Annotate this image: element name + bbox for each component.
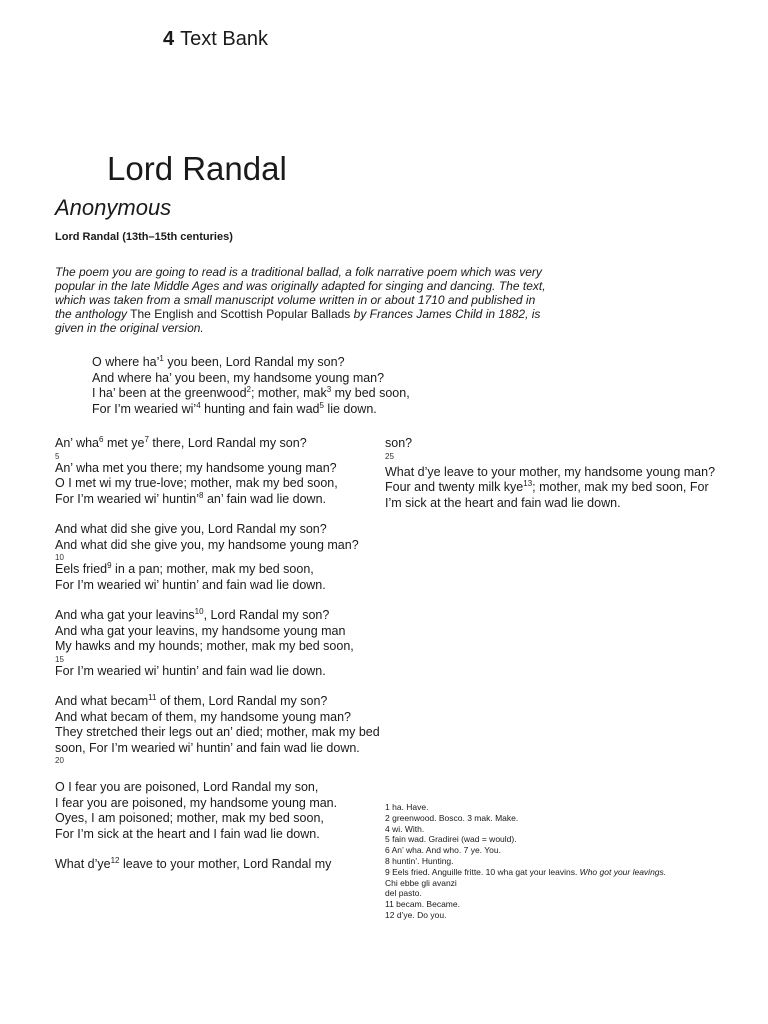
- footnote: 4 wi. With.: [385, 823, 425, 834]
- footnote-marker: 13: [523, 478, 533, 488]
- poem-line: What $d’ye^{12}$ leave to your mother, Lord Randal my: [55, 855, 332, 871]
- footnote-marker: 2: [246, 384, 251, 394]
- footnote-marker: 12: [110, 855, 120, 865]
- footnote: 9 Eels fried. Anguille fritte. 10 wha gat your leavins. Who got your leavings.: [385, 866, 667, 877]
- poem-line: And what becam of them, my handsome young man?: [55, 709, 351, 724]
- footnote: 8 huntin’. Hunting.: [385, 855, 454, 866]
- stanza-1: [92, 355, 410, 417]
- footnote: 12 d’ye. Do you.: [385, 909, 447, 920]
- footnote: del pasto.: [385, 888, 422, 899]
- poem-line: What d’ye leave to your mother, my handsome young man? Four and twenty milk kye$^{13}$; mother, mak my bed soon, For I’m sick at the heart and fain wad lie down.: [385, 464, 716, 510]
- poem-subtitle: Lord Randal (13th–15th centuries): [55, 231, 233, 243]
- poem-line: An’ wha$^6$ met $ye^7$ there, Lord Randal my son?: [55, 434, 307, 450]
- footnote-marker: 3: [326, 384, 332, 394]
- intro-anthology: The English and Scottish Popular Ballads: [127, 307, 351, 321]
- line-number: 10: [55, 553, 64, 562]
- poem-line: They stretched their legs out an’ died; mother, mak my bed soon, For I’m wearied wi’ huntin’ and fain wad lie down.: [55, 725, 380, 755]
- footnote-marker: 9: [107, 560, 112, 570]
- line-number: 20: [55, 756, 64, 765]
- poem-left-column: [55, 436, 385, 873]
- poem-title: Lord Randal: [107, 150, 287, 187]
- footnote: 2 greenwood. Bosco. 3 mak. Make.: [385, 812, 519, 823]
- footnotes: [385, 802, 715, 921]
- footnote-marker: 10: [194, 606, 204, 616]
- poem-line: I fear you are poisoned, my handsome young man.: [55, 795, 338, 810]
- poem-line: An’ wha met you there; my handsome young man?: [55, 460, 337, 475]
- footnote-marker: 5: [319, 400, 324, 410]
- poem-line: For I’m wearied wi’$^4$ hunting and fain wad$^5$ lie down.: [92, 400, 377, 416]
- poem-line: Eels fried$^9$ in a pan; mother, mak my bed soon,: [55, 560, 314, 576]
- chapter-number: 4: [163, 28, 175, 50]
- poem-right-column: [385, 436, 720, 511]
- line-number: 15: [55, 654, 64, 664]
- chapter-header: [163, 28, 268, 51]
- poem-line: And what did she give you, Lord Randal my son?: [55, 522, 327, 536]
- chapter-label: Text Bank: [180, 28, 268, 50]
- footnote: 1 ha. Have.: [385, 802, 429, 812]
- footnote-marker: 11: [148, 692, 157, 702]
- footnote-marker: 1: [159, 353, 164, 363]
- poem-line: I ha’ been at the greenwood$^2$; mother, mak$^3$ my bed soon,: [92, 384, 410, 400]
- footnote-marker: 6: [99, 434, 104, 444]
- footnote: 5 fain wad. Gradirei (wad = would).: [385, 834, 517, 845]
- footnote: Chi ebbe gli avanzi: [385, 877, 457, 888]
- poem-line: O where ha’$^1$ you been, Lord Randal my son?: [92, 353, 345, 369]
- poem-line: O I fear you are poisoned, Lord Randal my son,: [55, 780, 319, 794]
- poem-line: And wha gat your leavins, my handsome young man: [55, 623, 346, 638]
- poem-line: And where ha’ you been, my handsome young man?: [92, 370, 385, 385]
- footnote-marker: 7: [144, 434, 149, 444]
- intro-part1: The poem you are going to read is a traditional ballad, a folk narrative poem which was very popular in the late Middle Ages and was originally adapted for singing and dancing. The text, which was taken from a small manuscript volume written in or about 1710 and published in the anthology: [55, 265, 546, 321]
- poem-author: Anonymous: [55, 195, 172, 220]
- poem-line: son?: [385, 436, 413, 450]
- poem-line: And what did she give you, my handsome young man?: [55, 537, 359, 552]
- intro-paragraph: [55, 265, 555, 335]
- poem-line: Oyes, I am poisoned; mother, mak my bed soon,: [55, 811, 324, 825]
- poem-line: And what becam$^{11}$ of them, Lord Randal my son?: [55, 692, 328, 708]
- intro-part2: by Frances James Child in 1882, is given in the original version.: [55, 307, 541, 335]
- poem-line: My hawks and my hounds; mother, mak my bed soon,: [55, 639, 354, 653]
- poem-line: For I’m wearied wi’ huntin’ and fain wad lie down.: [55, 663, 326, 678]
- poem-line: For I’m sick at the heart and I fain wad lie down.: [55, 826, 320, 841]
- poem-line: For I’m wearied wi’ huntin’ and fain wad lie down.: [55, 577, 326, 592]
- line-number: 5: [55, 451, 60, 461]
- poem-line: O I met wi my true-love; mother, mak my bed soon,: [55, 476, 338, 490]
- footnote-marker: 4: [196, 400, 201, 410]
- poem-line: And wha gat your leavins$^{10}$, Lord Randal my son?: [55, 606, 330, 622]
- footnote: 6 An’ wha. And who. 7 ye. You.: [385, 845, 501, 856]
- poem-line: For I’m wearied wi’ huntin’$^8$ an’ fain wad lie down.: [55, 490, 327, 506]
- footnote-marker: 8: [199, 490, 204, 500]
- line-number: 25: [385, 451, 394, 461]
- footnote: 11 becam. Became.: [385, 899, 460, 910]
